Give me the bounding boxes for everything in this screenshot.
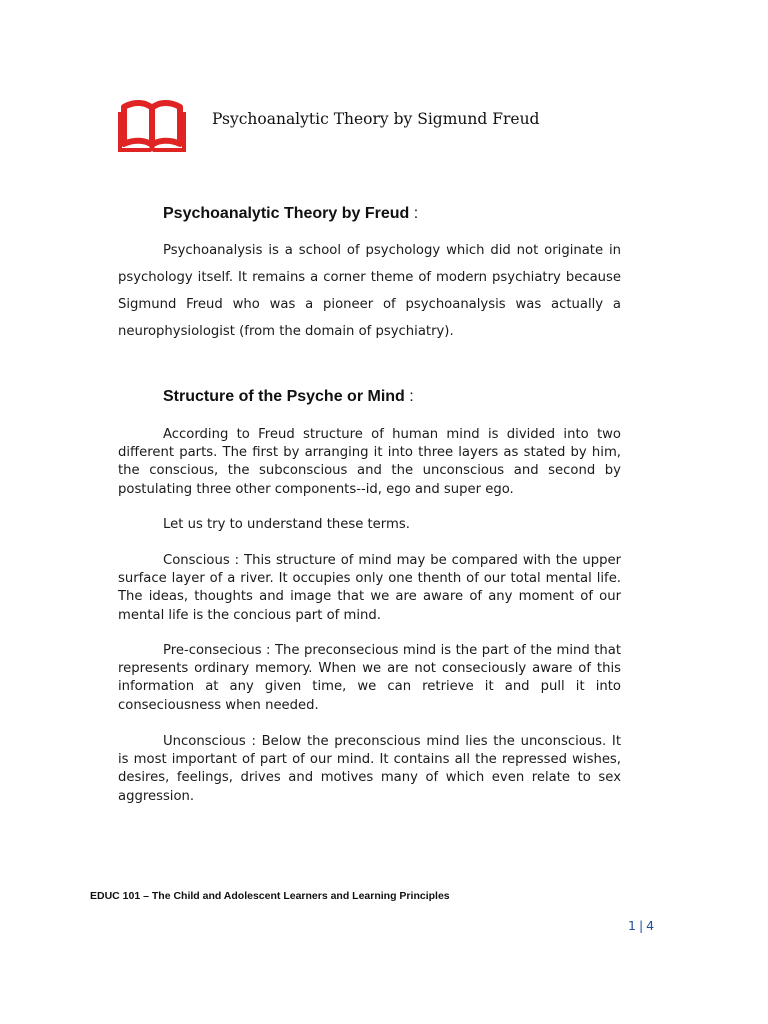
section-heading-structure-of-psyche	[163, 388, 414, 406]
section-heading-psychoanalytic-theory	[163, 205, 418, 223]
paragraph-conscious: Conscious : This structure of mind may be compared with the upper surface layer of a river. It occupies only one thenth of our total mental life. The ideas, thoughts and image that we are aware of any moment of our mental life is the concious part of mind.	[118, 553, 621, 623]
paragraph-psychoanalysis-intro: Psychoanalysis is a school of psychology which did not originate in psychology itself. It remains a corner theme of modern psychiatry because Sigmund Freud who was a pioneer of psychoanalysis was actually a neurophysiologist (from the domain of psychiatry).	[118, 243, 621, 339]
section-heading-text: Structure of the Psyche or Mind	[163, 388, 405, 405]
page-number	[628, 918, 654, 933]
page-separator: |	[638, 918, 644, 933]
section-heading-text: Psychoanalytic Theory by Freud	[163, 205, 410, 222]
paragraph-understand-terms: Let us try to understand these terms.	[163, 517, 410, 532]
paragraph-preconscious: Pre-consecious : The preconsecious mind is the part of the mind that represents ordinary memory. When we are not conseciously aware of this information at any given time, we can retrieve it and pull it into conseciousness when needed.	[118, 643, 621, 713]
open-book-icon	[118, 98, 186, 152]
document-title: Psychoanalytic Theory by Sigmund Freud	[212, 110, 540, 128]
page-total: 4	[646, 918, 655, 933]
paragraph-unconscious: Unconscious : Below the preconscious mind lies the unconscious. It is most important of part of our mind. It contains all the repressed wishes, desires, feelings, drives and motives many of which even relate to sex aggression.	[118, 734, 621, 804]
page-current: 1	[628, 918, 636, 933]
paragraph-structure-of-mind: According to Freud structure of human mind is divided into two different parts. The first by arranging it into three layers as stated by him, the conscious, the subconscious and the unconscious and second by postulating three other components--id, ego and super ego.	[118, 427, 621, 497]
footer-course-title: EDUC 101 – The Child and Adolescent Learners and Learning Principles	[90, 890, 450, 902]
heading-colon: :	[413, 205, 419, 222]
heading-colon: :	[409, 388, 414, 405]
